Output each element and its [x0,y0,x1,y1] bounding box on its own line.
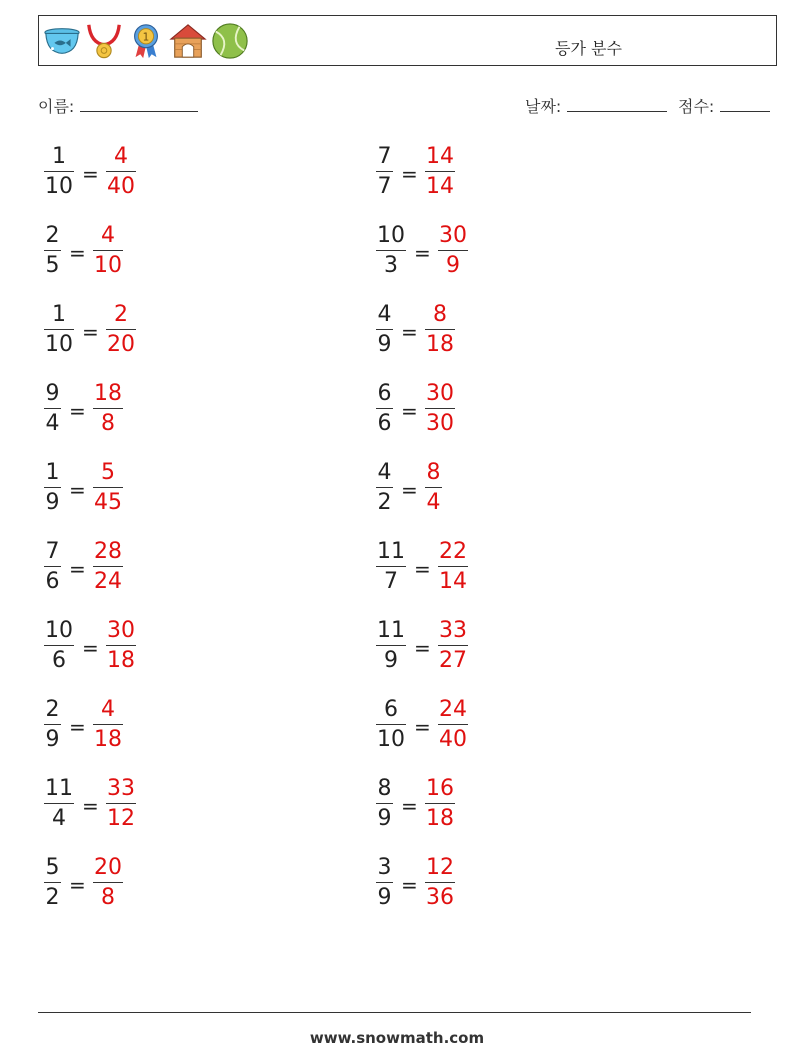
answer-numerator: 4 [114,144,128,169]
answer-numerator: 8 [433,302,447,327]
answer-denominator: 30 [426,411,454,436]
equals-sign: = [401,478,418,502]
given-fraction [44,302,74,358]
fraction-bar [438,250,468,251]
equals-sign: = [401,162,418,186]
footer-website: www.snowmath.com [309,1029,485,1047]
given-numerator: 9 [45,381,60,406]
given-numerator: 2 [45,223,60,248]
fraction-bar [376,566,406,567]
fraction-bar [93,566,123,567]
answer-denominator: 36 [426,885,454,910]
given-denominator: 10 [377,727,405,752]
given-fraction [44,855,61,911]
given-denominator: 9 [45,490,60,515]
answer-numerator: 2 [114,302,128,327]
given-numerator: 7 [45,539,60,564]
answer-fraction [425,381,455,437]
fraction-bar [425,803,455,804]
given-numerator: 4 [377,460,392,485]
given-numerator: 8 [377,776,392,801]
fraction-bar [425,171,455,172]
answer-denominator: 40 [107,174,135,199]
answer-fraction [93,855,123,911]
answer-fraction [106,776,136,832]
fraction-bar [376,329,393,330]
equals-sign: = [414,557,431,581]
answer-denominator: 18 [426,332,454,357]
given-numerator: 3 [377,855,392,880]
given-denominator: 3 [384,253,398,278]
answer-denominator: 18 [107,648,135,673]
answer-fraction [106,302,136,358]
score-field [678,94,770,117]
answer-numerator: 4 [101,697,115,722]
equals-sign: = [401,794,418,818]
given-fraction [376,776,393,832]
answer-denominator: 18 [94,727,122,752]
answer-fraction [438,223,468,279]
equals-sign: = [69,241,86,265]
given-denominator: 9 [384,648,398,673]
fraction-bar [44,882,61,883]
fraction-bar [44,803,74,804]
answer-numerator: 28 [94,539,122,564]
answer-numerator: 33 [107,776,135,801]
fraction-bar [376,487,393,488]
date-label: 날짜: [525,97,562,116]
fraction-bar [425,487,442,488]
svg-text:1: 1 [142,31,150,44]
given-denominator: 4 [45,411,60,436]
given-fraction [44,144,74,200]
given-numerator: 10 [45,618,73,643]
answer-numerator: 30 [426,381,454,406]
fraction-bar [376,250,406,251]
fraction-bar [93,250,123,251]
given-fraction [376,697,406,753]
given-denominator: 7 [377,174,392,199]
fraction-bar [44,724,61,725]
fraction-bar [425,329,455,330]
answer-numerator: 16 [426,776,454,801]
answer-fraction [425,855,455,911]
answer-fraction [93,223,123,279]
answer-denominator: 27 [439,648,467,673]
given-denominator: 9 [377,332,392,357]
answer-numerator: 20 [94,855,122,880]
given-fraction [376,381,393,437]
given-numerator: 2 [45,697,60,722]
given-fraction [376,539,406,595]
given-denominator: 10 [45,332,73,357]
fraction-bar [438,724,468,725]
given-denominator: 4 [52,806,66,831]
answer-fraction [438,539,468,595]
given-denominator: 9 [377,885,392,910]
equals-sign: = [69,873,86,897]
equals-sign: = [69,478,86,502]
given-numerator: 6 [377,381,392,406]
given-denominator: 7 [384,569,398,594]
given-numerator: 11 [377,539,405,564]
fraction-bar [93,408,123,409]
answer-denominator: 24 [94,569,122,594]
answer-fraction [425,460,442,516]
answer-numerator: 12 [426,855,454,880]
answer-fraction [93,697,123,753]
worksheet-header [38,15,777,66]
date-field [525,94,667,117]
given-numerator: 4 [377,302,392,327]
answer-fraction [425,144,455,200]
given-fraction [44,539,61,595]
equals-sign: = [69,557,86,581]
given-numerator: 1 [52,302,66,327]
answer-numerator: 30 [107,618,135,643]
given-numerator: 5 [45,855,60,880]
equals-sign: = [414,715,431,739]
given-fraction [376,223,406,279]
fishbowl-icon [43,22,81,60]
fraction-bar [106,803,136,804]
equals-sign: = [82,162,99,186]
equals-sign: = [69,715,86,739]
tennis-ball-icon [211,22,249,60]
answer-numerator: 22 [439,539,467,564]
equals-sign: = [401,399,418,423]
fraction-bar [376,171,393,172]
answer-denominator: 18 [426,806,454,831]
answer-numerator: 30 [439,223,467,248]
medal-necklace-icon [85,22,123,60]
fraction-bar [93,724,123,725]
answer-denominator: 40 [439,727,467,752]
worksheet-title: 등가 분수 [555,39,622,58]
fraction-bar [93,487,123,488]
answer-fraction [106,618,136,674]
score-label: 점수: [678,97,715,116]
answer-denominator: 9 [446,253,460,278]
answer-denominator: 14 [426,174,454,199]
equals-sign: = [401,320,418,344]
fraction-bar [44,171,74,172]
award-ribbon-icon [127,22,165,60]
given-fraction [44,776,74,832]
fraction-bar [44,487,61,488]
fraction-bar [376,803,393,804]
date-blank-line[interactable] [567,96,667,112]
given-numerator: 1 [52,144,66,169]
fraction-bar [93,882,123,883]
given-fraction [44,381,61,437]
given-denominator: 5 [45,253,60,278]
given-denominator: 10 [45,174,73,199]
fraction-bar [106,645,136,646]
answer-numerator: 8 [426,460,441,485]
fraction-bar [106,329,136,330]
given-fraction [376,460,393,516]
answer-fraction [425,302,455,358]
answer-fraction [93,539,123,595]
fraction-bar [425,882,455,883]
answer-numerator: 5 [101,460,115,485]
given-fraction [44,618,74,674]
equals-sign: = [69,399,86,423]
given-denominator: 2 [377,490,392,515]
fraction-bar [44,408,61,409]
name-blank-line[interactable] [80,96,198,112]
answer-denominator: 14 [439,569,467,594]
fraction-bar [106,171,136,172]
fraction-bar [376,408,393,409]
answer-fraction [93,460,123,516]
answer-numerator: 33 [439,618,467,643]
equals-sign: = [414,636,431,660]
answer-denominator: 12 [107,806,135,831]
footer-divider [38,1012,751,1013]
name-label: 이름: [38,97,75,116]
given-denominator: 6 [45,569,60,594]
score-blank-line[interactable] [720,96,770,112]
given-numerator: 10 [377,223,405,248]
fraction-bar [376,645,406,646]
fraction-bar [44,250,61,251]
answer-numerator: 14 [426,144,454,169]
given-denominator: 6 [377,411,392,436]
header-icons [43,22,249,60]
given-denominator: 6 [52,648,66,673]
fraction-bar [44,329,74,330]
given-numerator: 7 [377,144,392,169]
doghouse-icon [169,22,207,60]
fraction-bar [44,566,61,567]
fraction-bar [438,566,468,567]
given-denominator: 9 [45,727,60,752]
given-fraction [44,223,61,279]
name-field [38,94,198,117]
given-fraction [44,697,61,753]
equals-sign: = [414,241,431,265]
fraction-bar [438,645,468,646]
equals-sign: = [82,794,99,818]
given-numerator: 1 [45,460,60,485]
answer-denominator: 20 [107,332,135,357]
given-numerator: 11 [45,776,73,801]
given-denominator: 2 [45,885,60,910]
given-numerator: 11 [377,618,405,643]
fraction-bar [376,882,393,883]
fraction-bar [44,645,74,646]
answer-fraction [93,381,123,437]
answer-fraction [438,618,468,674]
given-fraction [44,460,61,516]
answer-fraction [438,697,468,753]
answer-numerator: 4 [101,223,115,248]
answer-denominator: 4 [426,490,441,515]
equals-sign: = [401,873,418,897]
equals-sign: = [82,636,99,660]
answer-fraction [425,776,455,832]
answer-numerator: 24 [439,697,467,722]
answer-denominator: 45 [94,490,122,515]
given-numerator: 6 [384,697,398,722]
given-denominator: 9 [377,806,392,831]
answer-denominator: 8 [101,885,115,910]
equals-sign: = [82,320,99,344]
given-fraction [376,144,393,200]
answer-numerator: 18 [94,381,122,406]
fraction-bar [376,724,406,725]
given-fraction [376,618,406,674]
given-fraction [376,302,393,358]
answer-denominator: 10 [94,253,122,278]
given-fraction [376,855,393,911]
fraction-bar [425,408,455,409]
answer-fraction [106,144,136,200]
answer-denominator: 8 [101,411,115,436]
